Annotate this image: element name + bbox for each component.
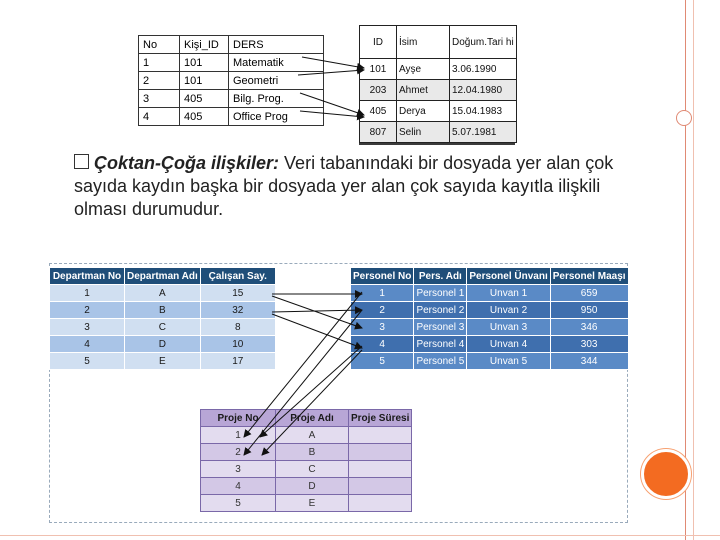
cell: Personel 4 [414,336,467,353]
cell: 203 [360,80,397,101]
table-row [201,461,412,478]
table-row [50,336,276,353]
cell: 2 [139,72,180,90]
cell: E [125,353,201,370]
table-row [201,427,412,444]
cell: 659 [550,285,628,302]
cell: Personel 1 [414,285,467,302]
cell: 4 [139,108,180,126]
cell: 807 [360,122,397,143]
cell: 4 [201,478,276,495]
table-row [360,101,517,122]
header-cell: Kişi_ID [180,36,229,54]
header-cell: Doğum.Tari hi [450,26,517,59]
table-row [351,336,629,353]
cell: 5 [50,353,125,370]
cell: D [125,336,201,353]
cell [349,444,412,461]
departman-table [49,267,276,370]
personel-table [350,267,629,370]
cell: 4 [50,336,125,353]
table-row [139,90,324,108]
cell: D [276,478,349,495]
cell: E [276,495,349,512]
cell [349,427,412,444]
table-row [139,108,324,126]
ogrenci-ders-table [138,35,324,126]
cell: 3 [351,319,414,336]
header-cell: Proje Süresi [349,410,412,427]
table-row [50,319,276,336]
table-row [351,353,629,370]
header-cell: Çalışan Say. [200,268,275,285]
cell: 15.04.1983 [450,101,517,122]
table-row [201,444,412,461]
slide-frame-line-outer [693,0,694,540]
cell: 4 [351,336,414,353]
cell [349,495,412,512]
cell: Selin [397,122,450,143]
cell [349,478,412,495]
cell: 405 [360,101,397,122]
header-cell: Pers. Adı [414,268,467,285]
cell: Personel 3 [414,319,467,336]
table-row [201,478,412,495]
cell: 8 [200,319,275,336]
cell: 2 [201,444,276,461]
header-cell: İsim [397,26,450,59]
cell: 1 [201,427,276,444]
cell: 405 [180,90,229,108]
cell: B [125,302,201,319]
cell: 101 [180,72,229,90]
header-cell: DERS [229,36,324,54]
cell: A [276,427,349,444]
table-row [50,285,276,302]
cell: Unvan 1 [467,285,550,302]
term-lead: Çoktan-Çoğa ilişkiler: [94,153,280,173]
cell: Ayşe [397,59,450,80]
cell [349,461,412,478]
table-row [351,319,629,336]
cell: 5 [351,353,414,370]
table-header-row [360,26,517,59]
cell: 2 [50,302,125,319]
cell: 17 [200,353,275,370]
cell: 32 [200,302,275,319]
cell: 5 [201,495,276,512]
cell: Unvan 2 [467,302,550,319]
header-cell: Departman No [50,268,125,285]
cell: 344 [550,353,628,370]
cell: 1 [139,54,180,72]
header-cell: No [139,36,180,54]
header-cell: Personel No [351,268,414,285]
cell: 3.06.1990 [450,59,517,80]
header-cell: ID [360,26,397,59]
cell: 3 [50,319,125,336]
cell: A [125,285,201,302]
cell: 950 [550,302,628,319]
header-cell: Personel Maaşı [550,268,628,285]
cell: 405 [180,108,229,126]
cell: 12.04.1980 [450,80,517,101]
cell: 1 [351,285,414,302]
cell: C [276,461,349,478]
cell: 5.07.1981 [450,122,517,143]
table-row [201,495,412,512]
kisi-table [359,25,517,143]
cell: Personel 2 [414,302,467,319]
cell: 3 [139,90,180,108]
header-cell: Proje Adı [276,410,349,427]
table-row [139,54,324,72]
cell: Ahmet [397,80,450,101]
table-row [50,302,276,319]
decorative-circle-orange [641,449,691,499]
cell: Personel 5 [414,353,467,370]
table-header-row [201,410,412,427]
table-row [360,59,517,80]
cell: Office Prog [229,108,324,126]
table-row [360,122,517,143]
decorative-circle-small [676,110,692,126]
table-header-row [50,268,276,285]
header-cell: Departman Adı [125,268,201,285]
header-cell: Proje No [201,410,276,427]
table-row [351,302,629,319]
definition-body: Veri tabanındaki bir dosyada yer alan çok sayıda kaydın başka bir dosyada yer alan çok sayıda kayıtla ilişkili olması durumudur. [74,153,614,219]
table-row [139,72,324,90]
cell: Unvan 5 [467,353,550,370]
cell: Unvan 4 [467,336,550,353]
cell: 1 [50,285,125,302]
cell: 346 [550,319,628,336]
slide-frame-bottom-line [0,535,720,536]
cell: 101 [360,59,397,80]
definition-paragraph [74,152,634,221]
header-cell: Personel Ünvanı [467,268,550,285]
proje-table [200,409,412,512]
cell: Matematik [229,54,324,72]
table-row [50,353,276,370]
cell: 15 [200,285,275,302]
cell: Geometri [229,72,324,90]
cell: Unvan 3 [467,319,550,336]
table-row [351,285,629,302]
table-header-row [351,268,629,285]
cell: C [125,319,201,336]
cell: 2 [351,302,414,319]
cell: 10 [200,336,275,353]
cell: Derya [397,101,450,122]
cell: 3 [201,461,276,478]
cell: B [276,444,349,461]
table-row [360,80,517,101]
table-header-row [139,36,324,54]
cell: 101 [180,54,229,72]
cell: 303 [550,336,628,353]
cell: Bilg. Prog. [229,90,324,108]
